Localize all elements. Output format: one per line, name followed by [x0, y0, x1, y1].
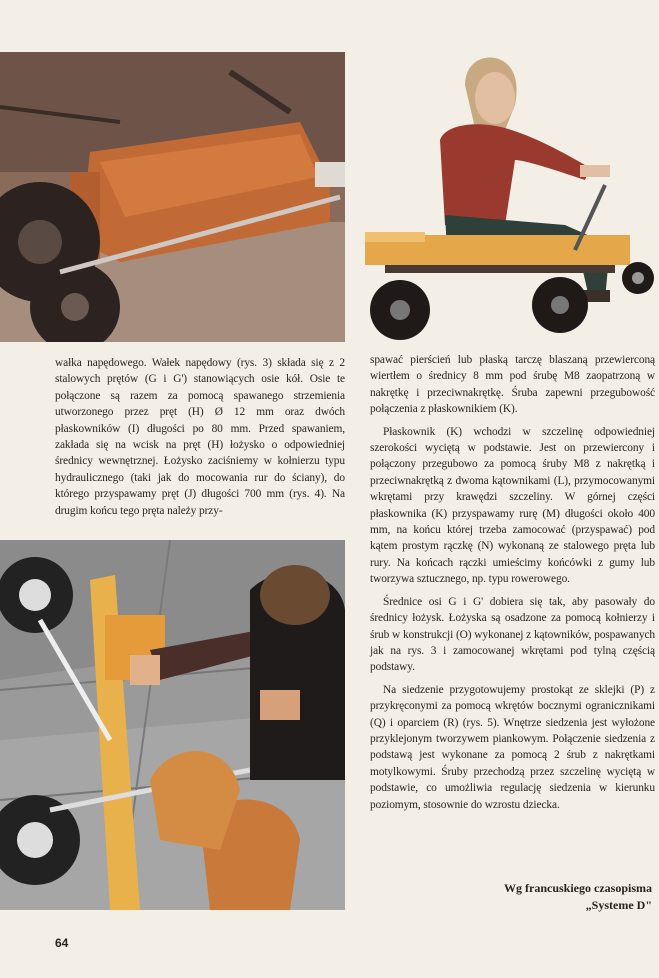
- article-paragraph: spawać pierścień lub płaską tarczę blaszaną przewierconą wiertłem o średnicy 8 mm pod śrubę M8 zaopatrzoną w nakrętkę i przeciwnakrętkę. Śruba zapewni przegubowość połączenia z płaskownikiem (K).: [370, 354, 655, 416]
- article-paragraph: Płaskownik (K) wchodzi w szczelinę odpowiedniej szerokości wyciętą w podstawie. Jest on przewiercony i połączony przegubowo za pomocą śruby M8 z nakrętką i przeciwnakrętką z dwoma kątownikami (L), przymocowanymi wkrętami przy krawędzi szczeliny. W górnej części płaskownika (K) przyspawamy rurę (M) długości około 400 mm, na końcu której trzeba zamocować (przyspawać) pod kątem prostym rączkę (N) wykonaną ze stalowego pręta lub rury. Na końcach rączki umieścimy końcówki z gumy lub tworzywa sztucznego, np. typu rowerowego.: [370, 425, 655, 586]
- article-paragraph: wałka napędowego. Wałek napędowy (rys. 3) składa się z 2 stalowych prętów (G i G') stanowiących osie kół. Osie te połączone są razem za pomocą spawanego strzemienia utworzonego przez pręt (H) Ø 12 mm oraz dwóch płaskowników (I) długości po 80 mm. Przed spawaniem, zakłada się na wcisk na pręt (H) łożysko o odpowiedniej średnicy wewnętrznej. Łożysko zaciśniemy w kołnierzu typu hydraulicznego (taki jak do mocowania rur do ściany), do którego przyspawamy pręt (J) długości 700 mm (rys. 4). Na drugim końcu tego pręta należy przy-: [55, 357, 345, 517]
- photo-girl-on-kart: [355, 10, 659, 340]
- article-column-left: [55, 355, 345, 519]
- photo-kart-frame: [0, 52, 345, 342]
- article-paragraph: Na siedzenie przygotowujemy prostokąt ze sklejki (P) z przykręconymi za pomocą wkrętów bocznymi ogranicznikami (Q) i oparciem (R) (rys. 5). Wnętrze siedzenia jest wyłożone przyklejonym tworzywem piankowym. Połączenie siedzenia z podstawą jest wykonane za pomocą 2 śrub z nakrętkami motylkowymi. Śruby przechodzą przez szczelinę wyciętą w podstawie, co umożliwia regulację siedzenia w kierunku poziomym, stosownie do wzrostu dziecka.: [370, 683, 655, 811]
- photo-child-assembling: [0, 540, 345, 910]
- source-credit: Wg francuskiego czasopisma: [504, 881, 652, 895]
- article-paragraph: Średnice osi G i G' dobiera się tak, aby pasowały do średnicy łożysk. Łożyska są osadzone za pomocą kołnierzy i śrub w konstrukcji (O) wykonanej z kątowników, pospawanych jak na rys. 3 i zamocowanej wkrętami pod tylną częścią podstawy.: [370, 595, 655, 674]
- article-column-right: [370, 352, 655, 813]
- page-number: 64: [55, 936, 69, 950]
- source-magazine-name: „Systeme D": [585, 898, 652, 912]
